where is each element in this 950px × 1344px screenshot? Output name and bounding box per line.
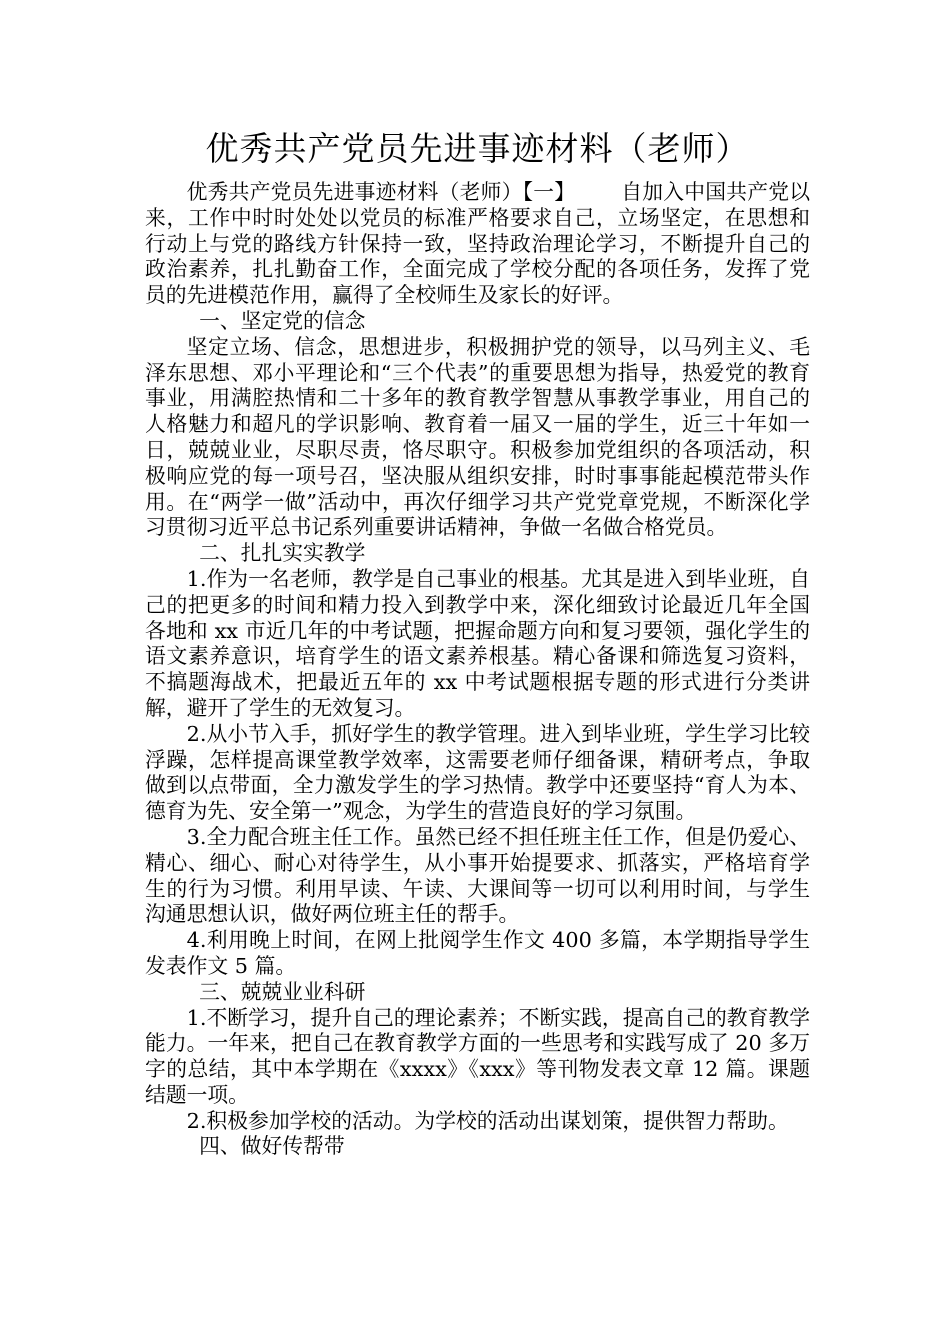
body-paragraph: 2.从小节入手，抓好学生的教学管理。进入到毕业班，学生学习比较浮躁，怎样提高课堂教学效率，这需要老师仔细备课，精研考点，争取做到以点带面，全力激发学生的学习热情。教学中还要坚持“育人为本、德育为先、安全第一”观念，为学生的营造良好的学习氛围。 [145,721,810,824]
section-heading: 一、坚定党的信念 [199,308,366,333]
intro-label: 优秀共产党员先进事迹材料（老师）【一】 [186,180,576,204]
intro-text: 自加入中国共产党以来，工作中时时处处以党员的标准严格要求自己，立场坚定，在思想和行动上与党的路线方针保持一致，坚持政治理论学习，不断提升自己的政治素养，扎扎勤奋工作，全面完成了学校分配的各项任务，发挥了党员的先进模范作用，赢得了全校师生及家长的好评。 [145,180,810,308]
document-page [145,120,810,1160]
section-heading: 三、兢兢业业科研 [199,979,366,1004]
body-paragraph: 4.利用晚上时间，在网上批阅学生作文 400 多篇，本学期指导学生发表作文 5 篇。 [145,928,810,978]
intro-paragraph [145,180,810,309]
document-title: 优秀共产党员先进事迹材料（老师） [205,129,750,168]
body-paragraph: 1.作为一名老师，教学是自己事业的根基。尤其是进入到毕业班，自己的把更多的时间和精力投入到教学中来，深化细致讨论最近几年全国各地和 xx 市近几年的中考试题，把握命题方向和复习要领，强化学生的语文素养意识，培育学生的语文素养根基。精心备课和筛选复习资料，不搞题海战术，把最近五年的 xx 中考试题根据专题的形式进行分类讲解，避开了学生的无效复习。 [145,566,810,720]
body-paragraph: 1.不断学习，提升自己的理论素养；不断实践，提高自己的教育教学能力。一年来，把自己在教育教学方面的一些思考和实践写成了 20 多万字的总结，其中本学期在《xxxx》《xxx》等刊物发表文章 12 篇。课题结题一项。 [145,1005,810,1107]
section-heading: 四、做好传帮带 [199,1134,345,1159]
section-heading: 二、扎扎实实教学 [199,541,366,566]
body-paragraph: 坚定立场、信念，思想进步，积极拥护党的领导，以马列主义、毛泽东思想、邓小平理论和“三个代表”的重要思想为指导，热爱党的教育事业，用满腔热情和二十多年的教育教学智慧从事教学事业，用自己的人格魅力和超凡的学识影响、教育着一届又一届的学生，近三十年如一日，兢兢业业，尽职尽责，恪尽职守。积极参加党组织的各项活动，积极响应党的每一项号召，坚决服从组织安排，时时事事能起模范带头作用。在“两学一做”活动中，再次仔细学习共产党党章党规，不断深化学习贯彻习近平总书记系列重要讲话精神，争做一名做合格党员。 [145,334,810,540]
body-paragraph: 2.积极参加学校的活动。为学校的活动出谋划策，提供智力帮助。 [186,1108,789,1133]
body-paragraph: 3.全力配合班主任工作。虽然已经不担任班主任工作，但是仍爱心、精心、细心、耐心对待学生，从小事开始提要求、抓落实，严格培育学生的行为习惯。利用早读、午读、大课间等一切可以利用时间，与学生沟通思想认识，做好两位班主任的帮手。 [145,824,810,927]
